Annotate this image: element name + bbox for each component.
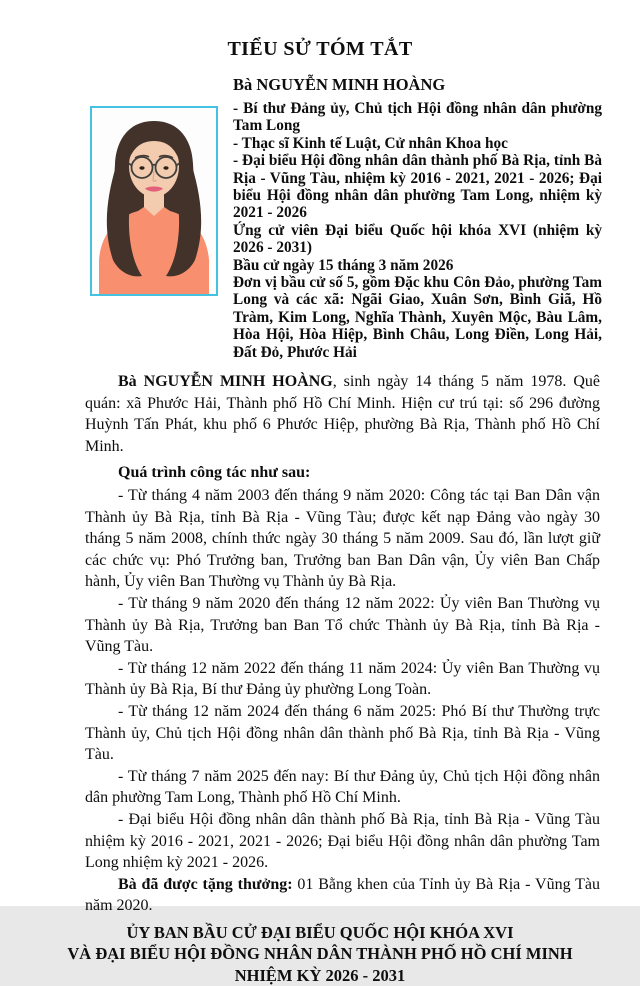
footer-line-term: NHIỆM KỲ 2026 - 2031 <box>234 965 406 985</box>
intro-item-delegate: - Đại biểu Hội đồng nhân dân thành phố Bà Rịa, tỉnh Bà Rịa - Vũng Tàu, nhiệm kỳ 2016 - 2021, 2021 - 2026; Đại biểu Hội đồng nhân dân phường Tam Long, nhiệm kỳ 2021 - 2026 <box>233 152 602 222</box>
award-rest: 01 Bằng khen của Tỉnh ủy Bà Rịa - Vũng Tàu năm 2020. <box>85 875 600 915</box>
candidate-photo <box>90 106 218 296</box>
intro-item-election-date: Bầu cử ngày 15 tháng 3 năm 2026 <box>233 256 454 274</box>
footer-line-council: VÀ ĐẠI BIỂU HỘI ĐỒNG NHÂN DÂN THÀNH PHỐ HỒ CHÍ MINH <box>67 944 573 964</box>
career-paragraph-5: - Từ tháng 7 năm 2025 đến nay: Bí thư Đảng ủy, Chủ tịch Hội đồng nhân dân phường Tam Long, Thành phố Hồ Chí Minh. <box>85 767 600 807</box>
portrait-illustration <box>92 108 216 294</box>
intro-text-column <box>233 74 602 361</box>
left-eye <box>139 166 144 169</box>
career-paragraph-2: - Từ tháng 9 năm 2020 đến tháng 12 năm 2022: Ủy viên Ban Thường vụ Thành ủy Bà Rịa, Trưởng ban Ban Tổ chức Thành ủy Bà Rịa, tỉnh Bà Rịa - Vũng Tàu. <box>85 595 600 656</box>
intro-item-candidacy: Ứng cử viên Đại biểu Quốc hội khóa XVI (nhiệm kỳ 2026 - 2031) <box>233 221 602 257</box>
intro-section <box>90 74 602 361</box>
career-heading: Quá trình công tác như sau: <box>118 464 311 482</box>
issuing-authority-footer <box>20 922 620 986</box>
intro-item-position: - Bí thư Đảng ủy, Chủ tịch Hội đồng nhân dân phường Tam Long <box>233 100 602 135</box>
bio-name-bold: Bà NGUYỄN MINH HOÀNG <box>118 373 333 391</box>
bio-summary-rest: , sinh ngày 14 tháng 5 năm 1978. Quê quán: xã Phước Hải, Thành phố Hồ Chí Minh. Hiện cư trú tại: số 296 đường Huỳnh Tấn Phát, khu phố 6 Phước Hiệp, phường Bà Rịa, Thành phố Hồ Chí Minh. <box>85 373 600 455</box>
award-paragraph <box>85 874 600 917</box>
intro-item-education: - Thạc sĩ Kinh tế Luật, Cử nhân Khoa học <box>233 134 508 152</box>
career-paragraph-4: - Từ tháng 12 năm 2024 đến tháng 6 năm 2025: Phó Bí thư Thường trực Thành ủy, Chủ tịch Hội đồng nhân dân thành phố Bà Rịa, tỉnh Bà Rịa - Vũng Tàu. <box>85 703 600 764</box>
bio-summary-paragraph <box>85 371 600 457</box>
candidate-name: Bà NGUYỄN MINH HOÀNG <box>233 75 446 94</box>
career-paragraph-1: - Từ tháng 4 năm 2003 đến tháng 9 năm 2020: Công tác tại Ban Dân vận Thành ủy Bà Rịa, tỉnh Bà Rịa - Vũng Tàu; được kết nạp Đảng vào ngày 30 tháng 5 năm 2008, chính thức ngày 30 tháng 5 năm 2009. Sau đó, lần lượt giữ các chức vụ: Phó Trưởng ban, Trưởng ban Ban Dân vận, Ủy viên Ban Chấp hành, Ủy viên Ban Thường vụ Thành ủy Bà Rịa. <box>85 487 600 591</box>
biography-body <box>85 371 600 917</box>
right-eye <box>163 166 168 169</box>
career-paragraph-6: - Đại biểu Hội đồng nhân dân thành phố Bà Rịa, tỉnh Bà Rịa - Vũng Tàu nhiệm kỳ 2016 - 2021, 2021 - 2026; Đại biểu Hội đồng nhân dân phường Tam Long nhiệm kỳ 2021 - 2026. <box>85 810 600 872</box>
career-paragraph-3: - Từ tháng 12 năm 2022 đến tháng 11 năm 2024: Ủy viên Ban Thường vụ Thành ủy Bà Rịa, Bí thư Đảng ủy phường Long Toàn. <box>85 659 600 699</box>
award-lead-bold: Bà đã được tặng thưởng: <box>118 875 293 893</box>
document-title: TIỂU SỬ TÓM TẮT <box>227 38 413 60</box>
intro-item-constituency: Đơn vị bầu cử số 5, gồm Đặc khu Côn Đảo, phường Tam Long và các xã: Ngãi Giao, Xuân Sơn, Bình Giã, Hồ Tràm, Kim Long, Nghĩa Thành, Xuyên Mộc, Bàu Lâm, Hòa Hội, Hòa Hiệp, Bình Châu, Long Điền, Long Hải, Đất Đỏ, Phước Hải <box>233 274 602 361</box>
footer-line-committee: ỦY BAN BẦU CỬ ĐẠI BIỂU QUỐC HỘI KHÓA XVI <box>126 922 514 942</box>
